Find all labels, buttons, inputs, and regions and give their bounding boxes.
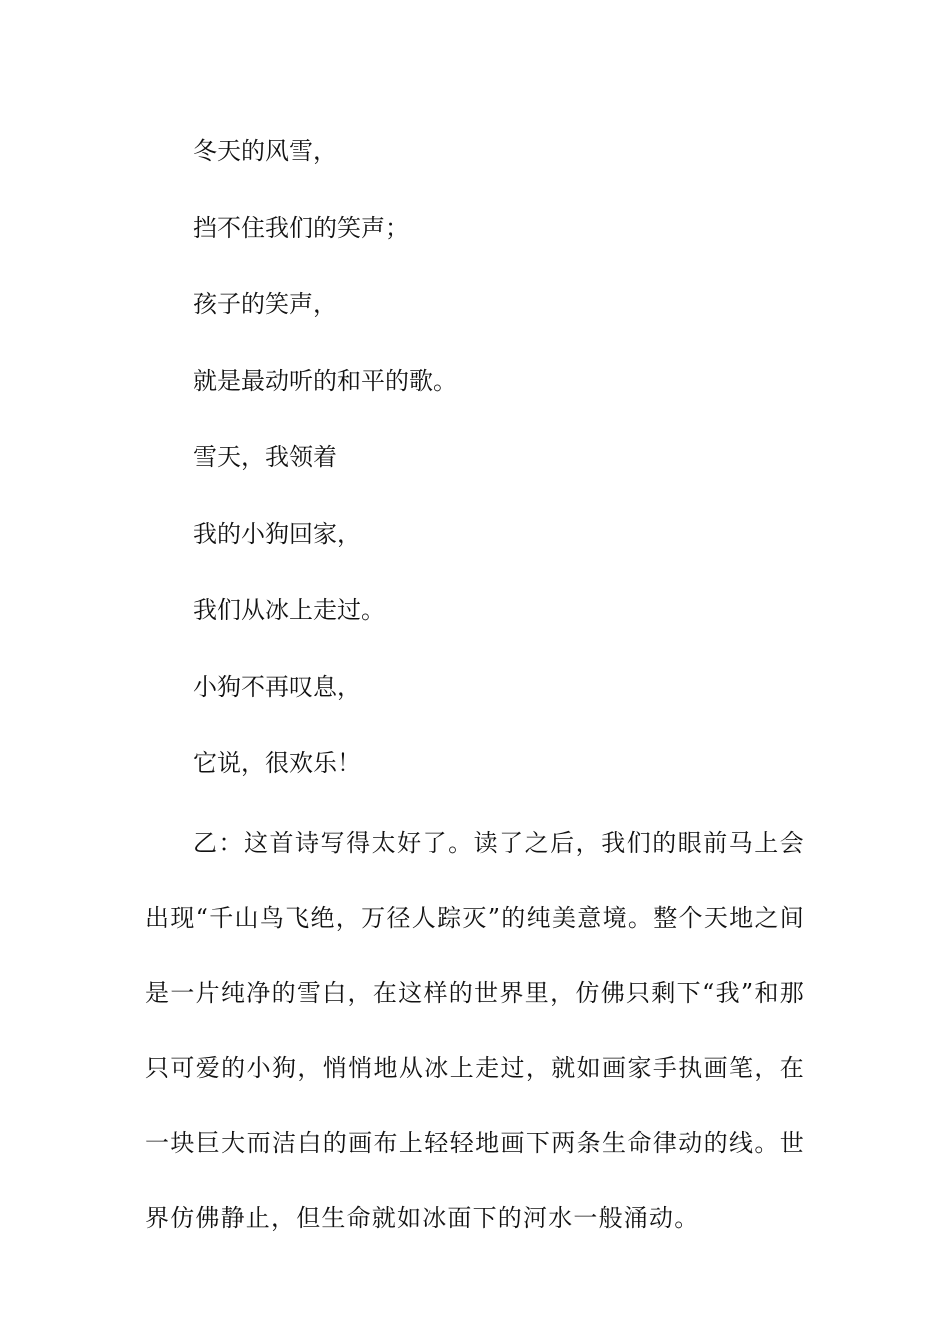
poem-line: 我的小狗回家， — [193, 519, 361, 548]
poem-line: 小狗不再叹息， — [193, 672, 361, 701]
poem-line: 雪天，我领着 — [193, 443, 337, 471]
commentary-paragraph: 乙：这首诗写得太好了。读了之后，我们的眼前马上会出现“千山鸟飞绝，万径人踪灭”的纯美意境。整个天地之间是一片纯净的雪白，在这样的世界里，仿佛只剩下“我”和那只可爱的小狗，悄悄地从冰上走过，就如画家手执画笔，在一块巨大而洁白的画布上轻轻地画下两条生命律动的线。世界仿佛静止，但生命就如冰面下的河水一般涌动。 — [145, 829, 805, 1232]
poem-line: 孩子的笑声， — [193, 290, 337, 318]
poem-line: 冬天的风雪， — [193, 137, 337, 165]
poem-line: 挡不住我们的笑声； — [193, 213, 409, 242]
poem-line: 它说，很欢乐！ — [193, 749, 361, 777]
poem — [193, 133, 457, 822]
poem-line: 我们从冰上走过。 — [193, 596, 385, 624]
poem-line: 就是最动听的和平的歌。 — [193, 366, 457, 395]
